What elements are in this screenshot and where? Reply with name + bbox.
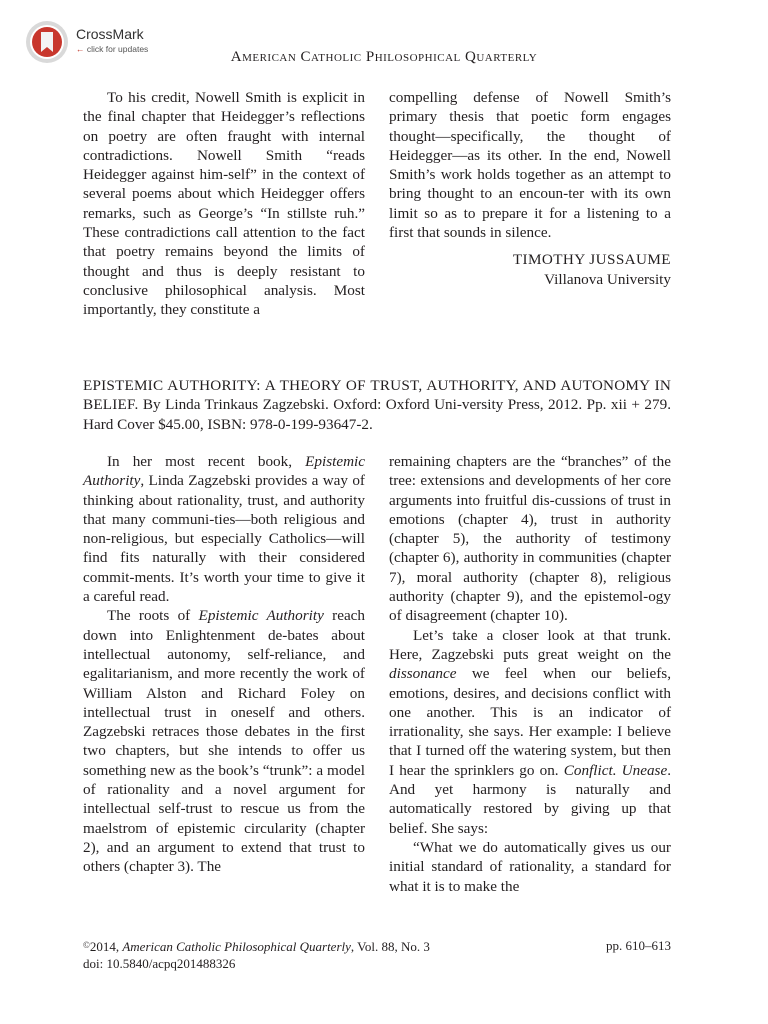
citation-line bbox=[83, 937, 671, 955]
top-column-right bbox=[389, 88, 671, 289]
page-range: pp. 610–613 bbox=[606, 938, 671, 953]
paragraph: The roots of Epistemic Authority reach down into Enlightenment de-bates about intellectual autonomy, self-reliance, and egalitarianism, and more recently the work of William Alston and Richard Foley on intellectual trust in oneself and others. Zagzebski retraces those debates in the first two chapters, but she intends to offer us something new as the book’s “trunk”: a model of rationality and a novel argument for intellectual self-trust to rescue us from the maelstrom of epistemic circularity (chapter 2), and an argument to extend that trust to others (chapter 3). The bbox=[83, 607, 366, 876]
doi[interactable]: doi: 10.5840/acpq201488326 bbox=[83, 956, 236, 971]
paragraph: In her most recent book, Epistemic Authority, Linda Zagzebski provides a way of thinking about rationality, trust, and authority that many communi-ties—both religious and non-religious, but especially Catholics—will find fits naturally with their considered commit-ments. It’s worth your time to give it a careful read. bbox=[83, 453, 365, 606]
body-column-right bbox=[389, 452, 671, 896]
book-title: EPISTEMIC AUTHORITY: A THEORY OF TRUST, AUTHORITY, AND AUTONOMY IN BELIEF. bbox=[83, 377, 671, 414]
year: 2014, bbox=[89, 939, 123, 954]
body-column-left bbox=[83, 452, 365, 877]
copyright-symbol: © bbox=[83, 940, 90, 950]
reviewer-name: TIMOTHY JUSSAUME bbox=[512, 251, 671, 269]
volume: , Vol. 88, No. 3 bbox=[350, 939, 430, 954]
footer bbox=[83, 937, 671, 972]
book-details: By Linda Trinkaus Zagzebski. Oxford: Oxford Uni-versity Press, 2012. Pp. xii + 279. Hard Cover $45.00, ISBN: 978-0-199-93647-2. bbox=[83, 396, 671, 433]
journal-name: American Catholic Philosophical Quarterly bbox=[122, 939, 351, 954]
left-arrow-icon: ← bbox=[76, 44, 85, 54]
paragraph: compelling defense of Nowell Smith’s primary thesis that poetic form engages thought—specifically, the thought of Heidegger—as its other. In the end, Nowell Smith’s work holds together as an attempt to bring thought to an encoun-ter with its own limit so as to prepare it for a listening to a first that sounds in silence. bbox=[389, 89, 671, 242]
running-head: American Catholic Philosophical Quarterly bbox=[230, 49, 538, 65]
paragraph: remaining chapters are the “branches” of the tree: extensions and developments of her core arguments into fruitful dis-cussions of trust in emotions (chapter 4), trust in authority (chapter 5), the authority of testimony (chapter 6), authority in communities (chapter 7), moral authority (chapter 8), religious authority (chapter 9), and the epistemol-ogy of disagreement (chapter 10). bbox=[389, 453, 671, 625]
crossmark-subtitle-text: click for updates bbox=[86, 44, 149, 54]
reviewer-affiliation: Villanova University bbox=[544, 270, 671, 288]
paragraph: To his credit, Nowell Smith is explicit in the final chapter that Heidegger’s reflections on poetry are often fraught with internal contradictions. Nowell Smith “reads Heidegger against him-self” in the context of several poems about which Heidegger offers remarks, such as George’s “In stillste ruh.” These contradictions call attention to the fact that poetry remains beyond the limits of thought and thus is deeply resistant to conclusive philosophical analysis. Most importantly, they constitute a bbox=[83, 89, 365, 319]
crossmark-title: CrossMark bbox=[76, 26, 144, 42]
review-heading bbox=[83, 376, 671, 434]
paragraph: Let’s take a closer look at that trunk. Here, Zagzebski puts great weight on the dissonance we feel when our beliefs, emotions, desires, and decisions conflict with one another. This is an indicator of irrationality, she says. Her example: I believe that I turned off the watering system, but then I hear the sprinklers go on. Conflict. Unease. And yet harmony is naturally and automatically restored by giving up that belief. She says: bbox=[389, 626, 671, 837]
top-column-left bbox=[83, 88, 365, 320]
quotation: “What we do automatically gives us our initial standard of rationality, a standard for what it is to make the bbox=[389, 838, 671, 895]
